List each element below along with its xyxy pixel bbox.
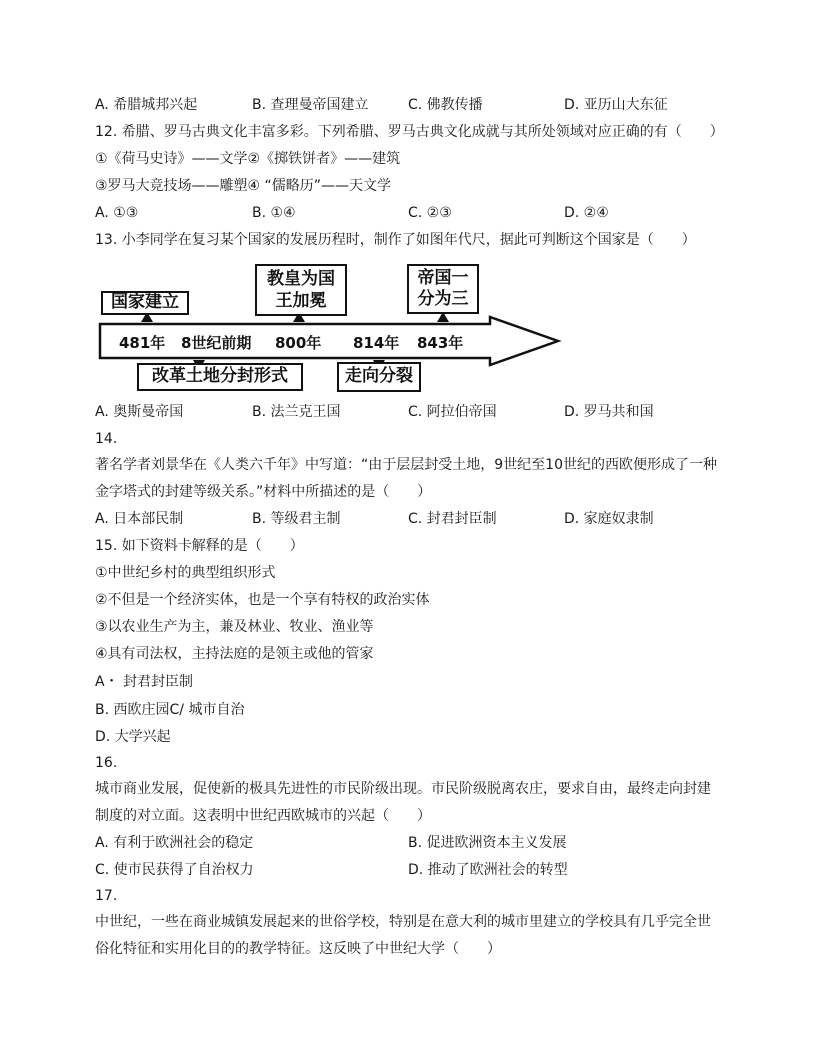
q14-stem-line-2: 金字塔式的封建等级关系。”材料中所描述的是（ ） xyxy=(95,484,432,500)
timeline-label-8th-century: 8世纪前期 xyxy=(181,334,252,352)
timeline-box-coronation: 教皇为国王加冕 xyxy=(255,264,347,316)
q13-stem: 13. 小李同学在复习某个国家的发展历程时，制作了如图年代尺，据此可判断这个国家是（ ） xyxy=(95,232,696,248)
q17-stem-line-1: 中世纪，一些在商业城镇发展起来的世俗学校，特别是在意大利的城市里建立的学校具有几乎完全世 xyxy=(95,914,711,930)
timeline-box-partition: 帝国一分为三 xyxy=(407,264,479,314)
q11-option-a: A. 希腊城邦兴起 xyxy=(95,97,198,113)
q15-item-3: ③以农业生产为主，兼及林业、牧业、渔业等 xyxy=(95,619,374,635)
timeline-box-founding: 国家建立 xyxy=(101,291,189,315)
timeline-box-division: 走向分裂 xyxy=(337,362,421,392)
timeline-label-800: 800年 xyxy=(275,334,322,352)
q14-option-d: D. 家庭奴隶制 xyxy=(564,511,654,527)
q12-item-1: ①《荷马史诗》——文学②《掷铁饼者》——建筑 xyxy=(95,151,401,167)
q16-number: 16. xyxy=(95,755,118,771)
q14-stem-line-1: 著名学者刘景华在《人类六千年》中写道：“由于层层封受土地，9世纪至10世纪的西欧便形成了一种 xyxy=(95,457,717,473)
q12-option-d: D. ②④ xyxy=(564,205,609,221)
q16-option-d: D. 推动了欧洲社会的转型 xyxy=(408,862,568,878)
q14-option-b: B. 等级君主制 xyxy=(252,511,341,527)
q15-option-a: A・ 封君封臣制 xyxy=(95,674,194,690)
q15-item-4: ④具有司法权，主持法庭的是领主或他的管家 xyxy=(95,646,374,662)
q15-option-b-c: B. 西欧庄园C/ 城市自治 xyxy=(95,702,245,718)
q13-option-a: A. 奥斯曼帝国 xyxy=(95,404,184,420)
q16-option-a: A. 有利于欧洲社会的稳定 xyxy=(95,835,254,851)
q12-option-a: A. ①③ xyxy=(95,205,139,221)
timeline-label-843: 843年 xyxy=(417,334,464,352)
q12-stem: 12. 希腊、罗马古典文化丰富多彩。下列希腊、罗马古典文化成就与其所处领域对应正确的有（ ） xyxy=(95,124,724,140)
q13-option-c: C. 阿拉伯帝国 xyxy=(408,404,497,420)
timeline-diagram xyxy=(95,262,565,397)
q14-option-a: A. 日本部民制 xyxy=(95,511,184,527)
timeline-label-481: 481年 xyxy=(119,334,166,352)
q16-stem-line-1: 城市商业发展，促使新的极具先进性的市民阶级出现。市民阶级脱离农庄，要求自由，最终走向封建 xyxy=(95,781,711,797)
timeline-box-land-reform: 改革土地分封形式 xyxy=(137,363,303,391)
q15-item-1: ①中世纪乡村的典型组织形式 xyxy=(95,565,276,581)
q16-option-b: B. 促进欧洲资本主义发展 xyxy=(408,835,567,851)
q16-option-c: C. 使市民获得了自治权力 xyxy=(95,862,254,878)
q13-option-d: D. 罗马共和国 xyxy=(564,404,654,420)
q12-option-c: C. ②③ xyxy=(408,205,452,221)
q14-number: 14. xyxy=(95,431,118,447)
q12-option-b: B. ①④ xyxy=(252,205,296,221)
q11-option-c: C. 佛教传播 xyxy=(408,97,483,113)
q11-option-d: D. 亚历山大东征 xyxy=(564,97,668,113)
q17-stem-line-2: 俗化特征和实用化目的的教学特征。这反映了中世纪大学（ ） xyxy=(95,941,501,957)
q14-option-c: C. 封君封臣制 xyxy=(408,511,497,527)
q12-item-2: ③罗马大竞技场——雕塑④ “儒略历”——天文学 xyxy=(95,178,392,194)
q16-stem-line-2: 制度的对立面。这表明中世纪西欧城市的兴起（ ） xyxy=(95,808,431,824)
q15-item-2: ②不但是一个经济实体，也是一个享有特权的政治实体 xyxy=(95,592,430,608)
q15-option-d: D. 大学兴起 xyxy=(95,729,171,745)
q13-option-b: B. 法兰克王国 xyxy=(252,404,341,420)
q15-stem: 15. 如下资料卡解释的是（ ） xyxy=(95,538,304,554)
q17-number: 17. xyxy=(95,888,118,904)
timeline-label-814: 814年 xyxy=(353,334,400,352)
q11-option-b: B. 查理曼帝国建立 xyxy=(252,97,369,113)
